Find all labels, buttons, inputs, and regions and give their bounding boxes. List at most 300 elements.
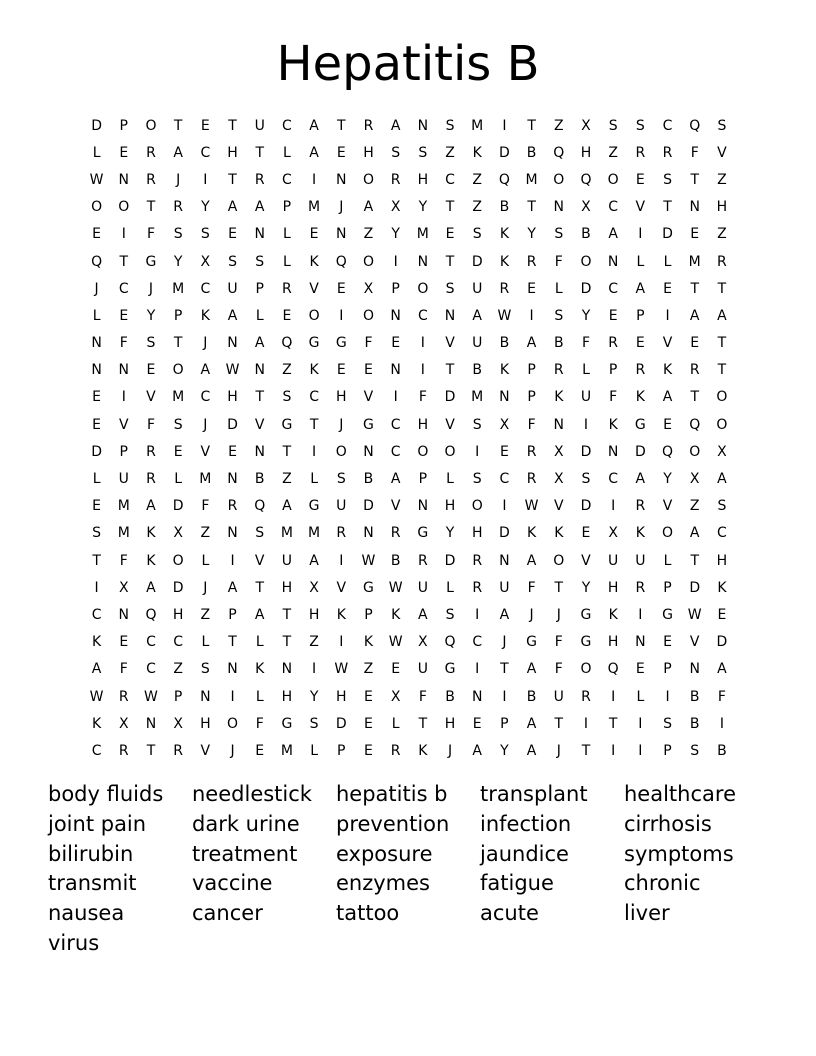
grid-letter: Y bbox=[663, 471, 672, 488]
grid-letter: G bbox=[580, 634, 592, 651]
grid-letter: L bbox=[201, 552, 210, 569]
grid-letter: C bbox=[499, 471, 510, 488]
grid-letter: C bbox=[662, 117, 673, 134]
grid-letter: P bbox=[228, 606, 237, 623]
grid-letter: I bbox=[611, 688, 616, 705]
grid-letter: A bbox=[717, 661, 727, 678]
grid-letter: J bbox=[94, 280, 99, 297]
grid-letter: G bbox=[308, 498, 320, 515]
grid-letter: V bbox=[553, 498, 564, 515]
grid-letter: T bbox=[717, 335, 727, 352]
grid-letter: R bbox=[173, 199, 184, 216]
grid-letter: L bbox=[92, 471, 101, 488]
grid-letter: T bbox=[228, 634, 237, 651]
grid-row bbox=[83, 221, 736, 248]
grid-letter: G bbox=[417, 525, 429, 542]
grid-letter: T bbox=[337, 117, 346, 134]
grid-letter: C bbox=[717, 525, 727, 542]
grid-letter: T bbox=[690, 389, 699, 406]
grid-letter: A bbox=[227, 579, 238, 596]
grid-letter: D bbox=[335, 715, 347, 732]
grid-letter: L bbox=[255, 634, 264, 651]
word-bank-item: virus bbox=[48, 930, 100, 955]
grid-letter: R bbox=[662, 144, 673, 161]
grid-letter: K bbox=[554, 389, 564, 406]
grid-letter: K bbox=[608, 606, 618, 623]
grid-letter: U bbox=[553, 688, 564, 705]
grid-letter: E bbox=[391, 661, 401, 678]
grid-letter: I bbox=[393, 253, 398, 270]
grid-letter: N bbox=[607, 253, 619, 270]
word-bank-item: acute bbox=[480, 901, 539, 926]
grid-row bbox=[83, 520, 736, 547]
grid-letter: E bbox=[255, 742, 265, 759]
grid-letter: N bbox=[91, 362, 102, 379]
grid-letter: I bbox=[583, 715, 589, 732]
grid-letter: X bbox=[581, 199, 591, 216]
grid-letter: W bbox=[144, 688, 158, 705]
grid-letter: O bbox=[172, 552, 184, 569]
grid-letter: W bbox=[388, 634, 403, 651]
grid-letter: H bbox=[716, 199, 728, 216]
grid-letter: Z bbox=[282, 471, 292, 488]
grid-letter: H bbox=[417, 416, 429, 433]
grid-letter: N bbox=[254, 226, 265, 243]
grid-row bbox=[83, 275, 736, 302]
grid-letter: Q bbox=[580, 171, 592, 188]
grid-letter: K bbox=[717, 579, 727, 596]
grid-letter: H bbox=[308, 606, 320, 623]
grid-letter: A bbox=[390, 471, 401, 488]
grid-row bbox=[83, 112, 736, 139]
word-bank-item: infection bbox=[480, 811, 572, 836]
grid-letter: L bbox=[391, 715, 400, 732]
grid-letter: R bbox=[282, 280, 292, 297]
grid-letter: D bbox=[716, 634, 728, 651]
grid-letter: Z bbox=[200, 606, 211, 623]
grid-letter: C bbox=[472, 634, 483, 651]
grid-row bbox=[83, 194, 736, 221]
grid-letter: F bbox=[527, 579, 536, 596]
grid-letter: S bbox=[228, 253, 237, 270]
grid-letter: F bbox=[418, 389, 427, 406]
grid-letter: C bbox=[200, 144, 211, 161]
grid-letter: O bbox=[362, 307, 374, 324]
grid-letter: N bbox=[499, 552, 510, 569]
grid-letter: A bbox=[309, 552, 319, 569]
grid-letter: A bbox=[717, 307, 727, 324]
grid-letter: X bbox=[608, 525, 618, 542]
grid-letter: O bbox=[227, 715, 239, 732]
grid-letter: I bbox=[339, 307, 344, 324]
grid-letter: F bbox=[255, 715, 264, 732]
grid-letter: K bbox=[92, 634, 102, 651]
grid-letter: L bbox=[255, 688, 264, 705]
grid-letter: M bbox=[471, 389, 484, 406]
grid-letter: L bbox=[636, 688, 645, 705]
grid-letter: T bbox=[418, 715, 428, 732]
grid-letter: C bbox=[146, 634, 156, 651]
grid-letter: D bbox=[580, 443, 592, 460]
grid-letter: L bbox=[446, 471, 454, 488]
grid-letter: N bbox=[118, 606, 130, 623]
grid-row bbox=[83, 601, 736, 628]
grid-letter: W bbox=[334, 661, 349, 678]
grid-letter: E bbox=[282, 307, 292, 324]
grid-letter: P bbox=[663, 579, 672, 596]
grid-letter: B bbox=[363, 471, 374, 488]
grid-letter: A bbox=[254, 199, 265, 216]
grid-letter: S bbox=[717, 498, 727, 515]
grid-letter: L bbox=[582, 362, 590, 379]
word-bank-item: cancer bbox=[192, 901, 263, 926]
grid-letter: U bbox=[118, 471, 129, 488]
grid-letter: M bbox=[471, 117, 484, 134]
grid-letter: R bbox=[608, 335, 619, 352]
grid-letter: F bbox=[527, 416, 536, 433]
grid-letter: T bbox=[608, 715, 618, 732]
grid-letter: S bbox=[255, 253, 265, 270]
grid-letter: O bbox=[689, 443, 701, 460]
grid-letter: E bbox=[92, 389, 102, 406]
grid-letter: Z bbox=[608, 144, 618, 161]
grid-letter: S bbox=[309, 715, 319, 732]
grid-letter: R bbox=[173, 742, 184, 759]
grid-letter: A bbox=[526, 335, 537, 352]
grid-letter: B bbox=[472, 362, 483, 379]
grid-letter: P bbox=[527, 389, 536, 406]
grid-letter: U bbox=[472, 335, 483, 352]
grid-letter: B bbox=[717, 742, 727, 759]
grid-letter: R bbox=[336, 525, 347, 542]
grid-letter: E bbox=[364, 362, 373, 379]
grid-letter: L bbox=[310, 471, 318, 488]
grid-letter: I bbox=[339, 552, 344, 569]
grid-letter: Z bbox=[689, 498, 700, 515]
grid-letter: R bbox=[390, 525, 401, 542]
grid-letter: Q bbox=[607, 661, 619, 678]
grid-letter: N bbox=[200, 688, 211, 705]
grid-letter: O bbox=[662, 525, 674, 542]
grid-letter: S bbox=[445, 606, 455, 623]
grid-letter: G bbox=[281, 715, 293, 732]
grid-letter: C bbox=[282, 171, 292, 188]
grid-letter: B bbox=[254, 471, 265, 488]
grid-letter: O bbox=[362, 171, 374, 188]
grid-letter: A bbox=[200, 362, 211, 379]
grid-letter: Q bbox=[689, 117, 701, 134]
grid-letter: F bbox=[119, 335, 128, 352]
grid-letter: E bbox=[119, 144, 129, 161]
grid-letter: H bbox=[471, 525, 483, 542]
grid-letter: K bbox=[418, 742, 428, 759]
grid-letter: K bbox=[363, 634, 374, 651]
grid-letter: U bbox=[580, 389, 592, 406]
grid-letter: X bbox=[689, 471, 700, 488]
grid-letter: P bbox=[500, 715, 509, 732]
grid-letter: Y bbox=[391, 226, 400, 243]
grid-letter: K bbox=[200, 307, 210, 324]
grid-letter: S bbox=[391, 144, 401, 161]
grid-letter: R bbox=[635, 144, 646, 161]
grid-letter: X bbox=[363, 280, 374, 297]
grid-letter: Y bbox=[581, 579, 591, 596]
grid-letter: D bbox=[499, 144, 510, 161]
grid-letter: H bbox=[336, 389, 347, 406]
grid-letter: A bbox=[689, 525, 700, 542]
grid-letter: F bbox=[717, 688, 726, 705]
grid-letter: J bbox=[148, 280, 154, 297]
grid-letter: P bbox=[173, 688, 183, 705]
grid-letter: D bbox=[227, 416, 238, 433]
grid-letter: E bbox=[309, 226, 319, 243]
grid-letter: E bbox=[690, 226, 700, 243]
grid-letter: G bbox=[662, 606, 673, 623]
grid-letter: H bbox=[716, 552, 728, 569]
grid-letter: M bbox=[117, 498, 130, 515]
grid-letter: R bbox=[472, 579, 483, 596]
word-bank-item: fatigue bbox=[480, 871, 554, 896]
grid-letter: T bbox=[690, 171, 699, 188]
grid-letter: A bbox=[472, 307, 482, 324]
grid-letter: H bbox=[444, 498, 456, 515]
grid-letter: R bbox=[553, 362, 564, 379]
word-bank-item: treatment bbox=[192, 841, 298, 866]
word-bank-item: symptoms bbox=[624, 841, 734, 866]
page-title: Hepatitis B bbox=[276, 36, 540, 92]
grid-letter: H bbox=[417, 171, 429, 188]
grid-letter: S bbox=[255, 525, 265, 542]
grid-letter: O bbox=[444, 443, 456, 460]
grid-letter: A bbox=[689, 307, 700, 324]
grid-letter: V bbox=[146, 389, 156, 406]
grid-letter: J bbox=[203, 579, 208, 596]
grid-letter: M bbox=[280, 742, 293, 759]
grid-letter: F bbox=[146, 226, 155, 243]
grid-letter: L bbox=[663, 552, 672, 569]
grid-letter: H bbox=[444, 715, 456, 732]
grid-letter: E bbox=[364, 742, 373, 759]
grid-letter: E bbox=[663, 416, 672, 433]
grid-letter: Q bbox=[662, 443, 674, 460]
grid-letter: N bbox=[281, 661, 293, 678]
grid-letter: C bbox=[390, 416, 401, 433]
grid-letter: E bbox=[717, 606, 727, 623]
grid-letter: F bbox=[554, 253, 563, 270]
grid-letter: F bbox=[119, 552, 128, 569]
grid-letter: C bbox=[608, 199, 619, 216]
grid-letter: N bbox=[363, 525, 374, 542]
grid-letter: S bbox=[472, 471, 482, 488]
grid-letter: N bbox=[227, 661, 238, 678]
grid-letter: B bbox=[499, 199, 510, 216]
grid-letter: I bbox=[638, 715, 643, 732]
word-bank-item: dark urine bbox=[192, 811, 300, 836]
grid-letter: T bbox=[554, 579, 564, 596]
grid-letter: X bbox=[200, 253, 211, 270]
grid-letter: Y bbox=[500, 742, 509, 759]
grid-letter: S bbox=[635, 117, 645, 134]
grid-letter: P bbox=[255, 280, 264, 297]
grid-letter: V bbox=[662, 335, 673, 352]
grid-letter: S bbox=[663, 171, 672, 188]
grid-letter: A bbox=[472, 742, 482, 759]
grid-letter: O bbox=[471, 498, 483, 515]
grid-letter: R bbox=[254, 171, 265, 188]
grid-letter: I bbox=[230, 688, 235, 705]
grid-letter: N bbox=[607, 443, 619, 460]
grid-letter: B bbox=[581, 226, 591, 243]
grid-letter: G bbox=[444, 661, 456, 678]
grid-row bbox=[83, 493, 736, 520]
grid-letter: H bbox=[336, 688, 347, 705]
grid-letter: S bbox=[92, 525, 102, 542]
grid-row bbox=[83, 710, 736, 737]
grid-letter: R bbox=[635, 498, 646, 515]
grid-letter: M bbox=[172, 280, 185, 297]
grid-letter: E bbox=[635, 661, 645, 678]
grid-letter: Q bbox=[444, 634, 456, 651]
grid-letter: R bbox=[472, 552, 483, 569]
grid-letter: Z bbox=[472, 199, 483, 216]
grid-letter: P bbox=[337, 742, 346, 759]
grid-letter: A bbox=[418, 606, 428, 623]
word-bank-item: nausea bbox=[48, 901, 125, 926]
grid-letter: Z bbox=[363, 226, 374, 243]
grid-letter: W bbox=[687, 606, 702, 623]
grid-letter: I bbox=[583, 416, 589, 433]
grid-letter: S bbox=[146, 335, 156, 352]
grid-letter: I bbox=[638, 226, 643, 243]
grid-letter: K bbox=[92, 715, 102, 732]
grid-row bbox=[83, 629, 736, 656]
grid-row bbox=[83, 248, 736, 275]
grid-letter: W bbox=[89, 688, 104, 705]
grid-letter: C bbox=[282, 117, 292, 134]
grid-letter: I bbox=[665, 307, 670, 324]
grid-letter: Z bbox=[445, 144, 455, 161]
grid-letter: A bbox=[717, 471, 727, 488]
grid-letter: N bbox=[118, 171, 130, 188]
grid-letter: Q bbox=[498, 171, 510, 188]
grid-letter: G bbox=[634, 416, 646, 433]
grid-letter: O bbox=[145, 117, 157, 134]
grid-letter: K bbox=[146, 525, 156, 542]
grid-letter: W bbox=[388, 579, 403, 596]
grid-letter: K bbox=[662, 362, 673, 379]
grid-letter: N bbox=[417, 498, 429, 515]
grid-letter: K bbox=[608, 416, 618, 433]
grid-letter: N bbox=[91, 335, 102, 352]
grid-letter: X bbox=[390, 688, 401, 705]
grid-letter: P bbox=[364, 606, 373, 623]
grid-letter: O bbox=[553, 552, 565, 569]
grid-letter: S bbox=[445, 117, 455, 134]
grid-letter: C bbox=[173, 634, 184, 651]
grid-letter: U bbox=[417, 661, 428, 678]
grid-letter: L bbox=[663, 253, 672, 270]
grid-letter: P bbox=[282, 199, 292, 216]
grid-letter: J bbox=[203, 416, 208, 433]
grid-letter: Z bbox=[553, 117, 564, 134]
grid-letter: Z bbox=[717, 226, 727, 243]
grid-letter: V bbox=[662, 498, 673, 515]
grid-letter: H bbox=[607, 634, 619, 651]
word-bank-item: enzymes bbox=[336, 871, 430, 896]
grid-letter: O bbox=[172, 362, 184, 379]
grid-letter: X bbox=[118, 715, 129, 732]
grid-letter: S bbox=[200, 226, 210, 243]
grid-letter: G bbox=[526, 634, 538, 651]
grid-letter: Y bbox=[527, 226, 536, 243]
grid-letter: B bbox=[689, 688, 700, 705]
grid-row bbox=[83, 330, 736, 357]
grid-letter: I bbox=[502, 688, 507, 705]
grid-letter: V bbox=[254, 416, 265, 433]
grid-letter: E bbox=[445, 226, 455, 243]
grid-row bbox=[83, 574, 736, 601]
grid-letter: Q bbox=[91, 253, 103, 270]
grid-letter: K bbox=[391, 606, 401, 623]
grid-letter: D bbox=[471, 253, 483, 270]
grid-letter: A bbox=[309, 144, 319, 161]
grid-letter: Z bbox=[472, 171, 483, 188]
grid-letter: A bbox=[635, 280, 646, 297]
word-bank-item: exposure bbox=[336, 841, 433, 866]
grid-letter: I bbox=[665, 688, 670, 705]
grid-letter: T bbox=[282, 634, 292, 651]
grid-letter: H bbox=[580, 144, 592, 161]
grid-letter: F bbox=[581, 335, 590, 352]
grid-letter: R bbox=[118, 688, 129, 705]
grid-letter: F bbox=[609, 389, 618, 406]
grid-letter: D bbox=[580, 498, 592, 515]
grid-letter: H bbox=[607, 579, 619, 596]
grid-letter: I bbox=[611, 498, 616, 515]
grid-letter: K bbox=[309, 362, 319, 379]
grid-letter: Z bbox=[200, 525, 211, 542]
grid-letter: F bbox=[146, 416, 155, 433]
grid-letter: V bbox=[363, 389, 374, 406]
grid-letter: E bbox=[92, 498, 102, 515]
grid-letter: Q bbox=[689, 416, 701, 433]
grid-letter: R bbox=[146, 171, 156, 188]
grid-letter: L bbox=[174, 471, 183, 488]
grid-letter: C bbox=[417, 307, 428, 324]
grid-letter: O bbox=[553, 171, 565, 188]
grid-letter: V bbox=[635, 199, 646, 216]
grid-letter: K bbox=[499, 253, 509, 270]
grid-letter: F bbox=[364, 335, 373, 352]
grid-letter: S bbox=[472, 416, 482, 433]
grid-letter: A bbox=[499, 606, 510, 623]
grid-letter: J bbox=[339, 199, 344, 216]
grid-letter: S bbox=[282, 389, 292, 406]
grid-letter: C bbox=[309, 389, 319, 406]
grid-letter: K bbox=[336, 606, 346, 623]
grid-letter: E bbox=[527, 280, 537, 297]
grid-letter: Z bbox=[173, 661, 183, 678]
grid-letter: L bbox=[283, 226, 291, 243]
grid-letter: R bbox=[146, 471, 156, 488]
grid-letter: V bbox=[445, 335, 455, 352]
grid-letter: C bbox=[91, 606, 102, 623]
grid-letter: Z bbox=[309, 634, 319, 651]
grid-letter: R bbox=[526, 253, 537, 270]
grid-letter: V bbox=[717, 144, 727, 161]
grid-letter: E bbox=[336, 362, 346, 379]
grid-letter: T bbox=[690, 280, 699, 297]
